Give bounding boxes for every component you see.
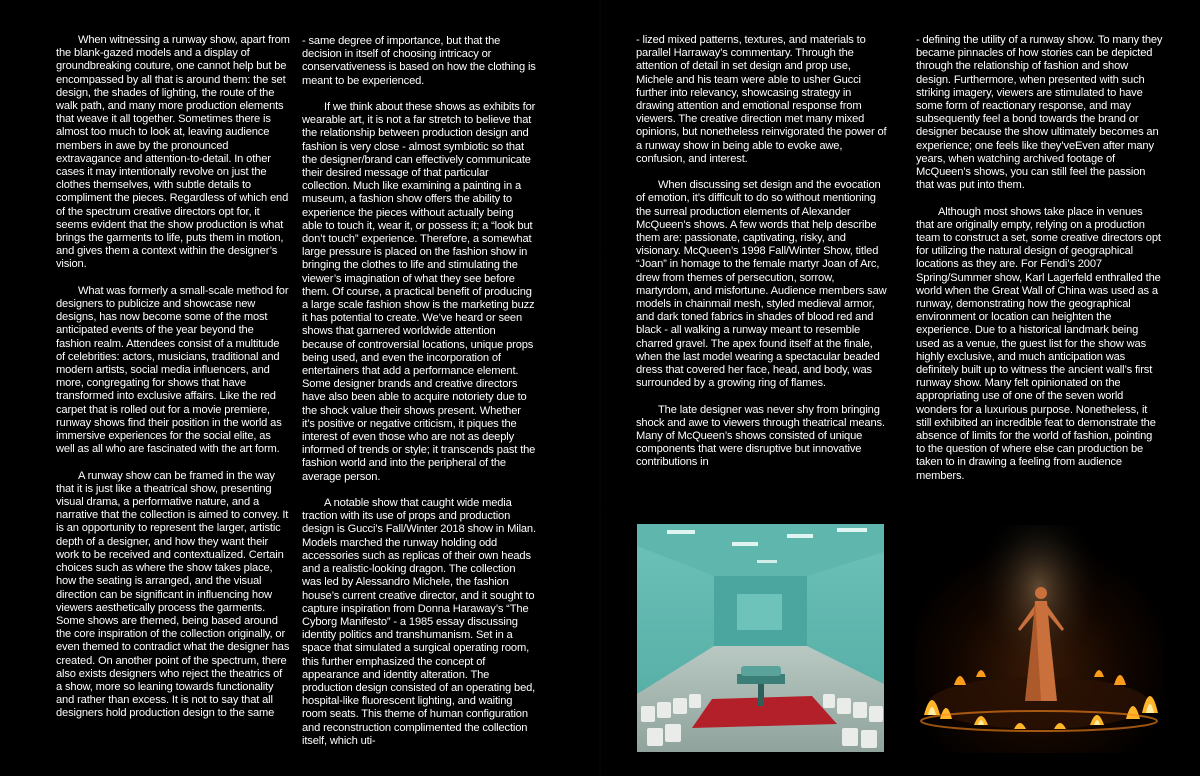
text-column-1 bbox=[56, 34, 290, 734]
paragraph: - same degree of importance, but that the decision in itself of choosing intricacy or conservativeness is based on how the clothing is meant to be experienced. bbox=[302, 35, 536, 87]
paragraph: What was formerly a small-scale method for designers to publicize and showcase new designs, has now become some of the most anticipated events of the year beyond the fashion realm. Attendees consist of a multitude of celebrities: actors, musicians, traditional and modern artists, social media influencers, and more, congregating for shows that have transformed into exclusive affairs. Like the red carpet that is rolled out for a movie premiere, runway shows find their position in the world as immersive experiences for the social elite, as well as all who are fascinated with the art form. bbox=[56, 284, 289, 456]
paragraph: When discussing set design and the evocation of emotion, it’s difficult to do so without mentioning the surreal production elements of Alexander McQueen’s shows. A few words that help describe them are: passionate, captivating, risky, and visionary. McQueen’s 1998 Fall/Winter Show, titled “Joan” in homage to the female martyr Joan of Arc, drew from themes of persecution, sorrow, martyrdom, and misfortune. Audience members saw models in chainmail mesh, styled medieval armor, and dark toned fabrics in shades of blood red and black - all walking a runway meant to resemble charred gravel. The apex found itself at the finale, when the last model wearing a spectacular beaded dress that covered her face, head, and body, was surrounded by a growing ring of flames. bbox=[636, 179, 887, 390]
paragraph: - lized mixed patterns, textures, and materials to parallel Harraway’s commentary. Through the attention of detail in set design and prop use, Michele and his team were able to usher Gucci further into relevancy, showcasing strategy in drawing attention and emotional response from viewers. The creative direction met many mixed opinions, but nonetheless reinvigorated the power of a runway show in being able to evoke awe, confusion, and interest. bbox=[636, 34, 887, 165]
paragraph: A notable show that caught wide media traction with its use of props and production design is Gucci’s Fall/Winter 2018 show in Milan. Models marched the runway holding odd accessories such as replicas of their own heads and a realistic-looking dragon. The collection was led by Alessandro Michele, the fashion house’s current creative director, and it sought to capture inspiration from Donna Haraway’s “The Cyborg Manifesto” - a 1985 essay discussing identity politics and transhumanism. Set in a space that simulated a surgical operating room, this further emphasized the concept of appearance and identity alteration. The production design consisted of an operating bed, hospital-like fluorescent lighting, and waiting room seats. This theme of human configuration and reconstruction complimented the collection itself, which uti- bbox=[302, 497, 536, 747]
paragraph: A runway show can be framed in the way that it is just like a theatrical show, presenting visual drama, a performative nature, and a narrative that the collection is aimed to convey. It is an opportunity to represent the larger, artistic depth of a designer, and how they want their work to be received and contextualized. Certain choices such as where the show takes place, how the seating is arranged, and the visual direction can be significant in influencing how viewers aesthetically process the garments. Some shows are themed, being based around the core inspiration of the collection originally, or even themed to contradict what the designer has created. On another point of the spectrum, there also exists designers who reject the theatrics of a show, more so leaning towards functionality and rather than excess. It is not to say that all designers hold production design to the same bbox=[56, 469, 290, 720]
paragraph: When witnessing a runway show, apart from the blank-gazed models and a display of groundbreaking couture, one cannot help but be encompassed by all that is around them: the set design, the shades of lighting, the route of the walk path, and many more production elements that weave it all together. Sometimes there is almost too much to look at, leaving audience members in awe by the pronounced extravagance and attention-to-detail. In other cases it may intentionally revolve on just the clothes themselves, with subtle details to compliment the pieces. Regardless of which end of the spectrum creative directors opt for, it seems evident that the show production is what brings the garments to life, puts them in motion, and gives them a context within the designer’s vision. bbox=[56, 34, 290, 271]
text-column-2 bbox=[302, 35, 536, 761]
paragraph: Although most shows take place in venues that are originally empty, relying on a production team to construct a set, some creative directors opt for utilizing the natural design of geographical locations as they are. For Fendi’s 2007 Spring/Summer show, Karl Lagerfeld enthralled the world when the Great Wall of China was used as a runway, demonstrating how the geographical environment or location can heighten the experience. Due to a historical landmark being used as a venue, the guest list for the show was highly exclusive, and much anticipation was definitely built up to witness the ancient wall’s first runway show. Many felt opinionated on the appropriating use of one of the seven world wonders for a luxurious purpose. Nonetheless, it still exhibited an incredible feat to demonstrate the absence of limits for the world of fashion, pointing to the question of where else can production be taken to in drawing a feeling from audience members. bbox=[916, 205, 1161, 482]
page-gutter bbox=[598, 0, 602, 776]
paragraph: If we think about these shows as exhibits for wearable art, it is not a far stretch to believe that the relationship between production design and fashion is very close - almost symbiotic so that the designer/brand can effectively communicate their desired message of that particular collection. Much like examining a painting in a museum, a fashion show offers the ability to experience the pieces without actually being able to touch it, wear it, or possess it; a “look but don’t touch” experience. Therefore, a somewhat large pressure is placed on the fashion show in bringing the clothes to life and stimulating the viewer’s imagination of what they see before them. Of course, a practical benefit of producing a large scale fashion show is the marketing buzz it has potential to create. We’ve heard or seen shows that garnered worldwide attention because of controversial locations, unique props being used, and even the incorporation of entertainers that add a performance element. Some designer brands and creative directors have also been able to acquire notoriety due to the shock value their shows present. Whether it’s positive or negative criticism, it piques the interest of even those who are not as deeply informed of trends or style; it transcends past the fashion world and into the peripheral of the average person. bbox=[302, 101, 536, 483]
operating-room-set-photo bbox=[637, 524, 884, 752]
text-column-4 bbox=[916, 34, 1163, 496]
paragraph: The late designer was never shy from bringing shock and awe to viewers through theatrical means. Many of McQueen’s shows consisted of unique components that were disruptive but innovative contributions in bbox=[636, 403, 885, 469]
paragraph: - defining the utility of a runway show. To many they became pinnacles of how stories can be depicted through the relationship of fashion and show design. Furthermore, when presented with such striking imagery, viewers are stimulated to have some form of reactionary response, and may subsequently feel a bond towards the brand or designer because the show ultimately becomes an experience; one feels like they’veEven after many years, when watching archived footage of McQueen’s shows, you can still feel the passion that was put into them. bbox=[916, 34, 1163, 192]
ring-of-flames-photo bbox=[914, 525, 1164, 753]
text-column-3 bbox=[636, 34, 888, 483]
